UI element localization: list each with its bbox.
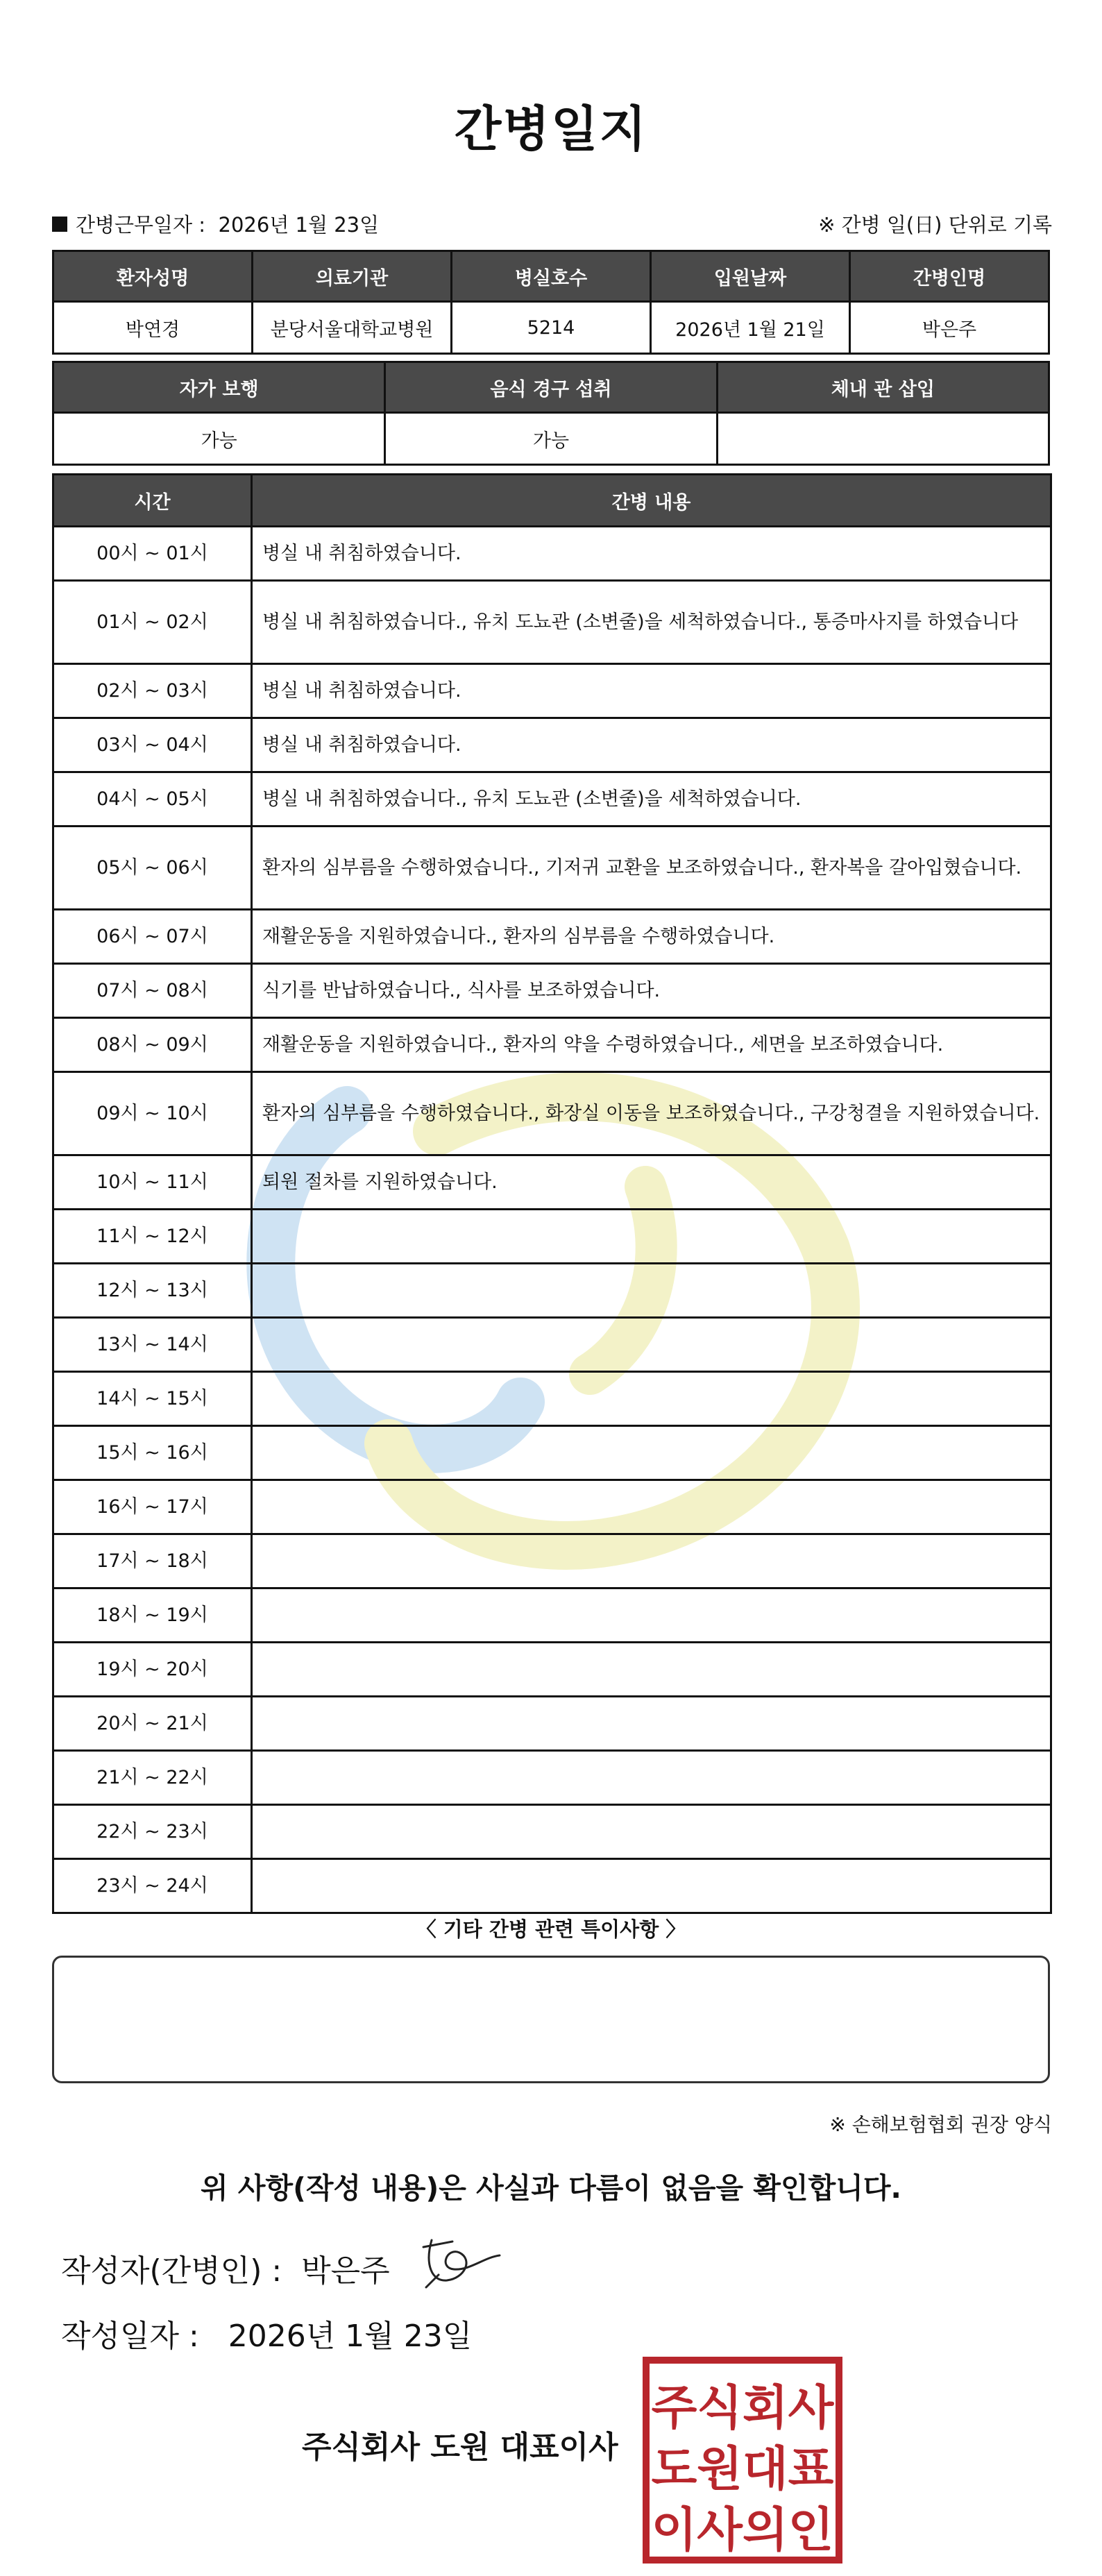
recommend-note: ※ 손해보험협회 권장 양식 — [829, 2113, 1052, 2136]
work-date-label: 간병근무일자 : — [76, 213, 206, 237]
signature-stroke — [423, 2240, 500, 2287]
care-content-header: 간병 내용 — [252, 475, 1051, 527]
patient-name: 박연경 — [53, 302, 253, 354]
writer-label: 작성자(간병인) : — [61, 2253, 282, 2289]
company-name: 주식회사 도원 대표이사 — [302, 2430, 618, 2465]
log-time: 20시 ~ 21시 — [53, 1697, 252, 1751]
log-time: 11시 ~ 12시 — [53, 1210, 252, 1264]
log-time: 00시 ~ 01시 — [53, 527, 252, 581]
hospital-header: 의료기관 — [253, 251, 452, 302]
unit-note: ※ 간병 일(日) 단위로 기록 — [818, 213, 1052, 237]
log-content: 환자의 심부름을 수행하였습니다., 기저귀 교환을 보조하였습니다., 환자복을 갈아입혔습니다. — [252, 827, 1051, 910]
table-row — [53, 1805, 1051, 1859]
table-row — [53, 1318, 1051, 1372]
log-time: 14시 ~ 15시 — [53, 1372, 252, 1426]
time-header: 시간 — [53, 475, 252, 527]
log-content: 병실 내 취침하였습니다., 유치 도뇨관 (소변줄)을 세척하였습니다. — [252, 772, 1051, 827]
table-row — [53, 1155, 1051, 1210]
table-row — [53, 527, 1051, 581]
log-content — [252, 1534, 1051, 1588]
hospital-name: 분당서울대학교병원 — [253, 302, 452, 354]
table-row — [53, 827, 1051, 910]
log-content — [252, 1480, 1051, 1534]
table-row — [53, 1372, 1051, 1426]
patient-status-table — [52, 361, 1050, 466]
log-time: 16시 ~ 17시 — [53, 1480, 252, 1534]
log-time: 22시 ~ 23시 — [53, 1805, 252, 1859]
log-content: 재활운동을 지원하였습니다., 환자의 심부름을 수행하였습니다. — [252, 910, 1051, 964]
seal-line-1: 주식회사 — [651, 2381, 834, 2436]
log-time: 09시 ~ 10시 — [53, 1072, 252, 1155]
log-time: 01시 ~ 02시 — [53, 581, 252, 664]
log-time: 15시 ~ 16시 — [53, 1426, 252, 1480]
log-time: 04시 ~ 05시 — [53, 772, 252, 827]
log-content: 병실 내 취침하였습니다. — [252, 718, 1051, 772]
patient-info-header-row — [53, 251, 1049, 302]
written-date-line — [61, 2311, 472, 2355]
table-row — [53, 664, 1051, 718]
log-time: 02시 ~ 03시 — [53, 664, 252, 718]
log-content — [252, 1426, 1051, 1480]
work-date-value: 2026년 1월 23일 — [218, 213, 380, 237]
log-time: 17시 ~ 18시 — [53, 1534, 252, 1588]
admission-date: 2026년 1월 21일 — [651, 302, 850, 354]
table-row — [53, 1588, 1051, 1643]
table-row — [53, 910, 1051, 964]
log-content — [252, 1372, 1051, 1426]
admission-date-header: 입원날짜 — [651, 251, 850, 302]
log-content — [252, 1805, 1051, 1859]
table-row — [53, 1018, 1051, 1072]
notes-title: 〈 기타 간병 관련 특이사항 〉 — [416, 1917, 686, 1941]
walking-value: 가능 — [53, 413, 385, 465]
status-header-row — [53, 362, 1049, 413]
confirmation-statement: 위 사항(작성 내용)은 사실과 다름이 없음을 확인합니다. — [200, 2171, 902, 2205]
table-row — [53, 1534, 1051, 1588]
written-date-value: 2026년 1월 23일 — [228, 2319, 473, 2354]
table-row — [53, 581, 1051, 664]
care-log-header-row — [53, 475, 1051, 527]
log-content — [252, 1859, 1051, 1913]
oral-intake-header: 음식 경구 섭취 — [385, 362, 717, 413]
log-time: 07시 ~ 08시 — [53, 964, 252, 1018]
seal-line-2: 도원대표 — [651, 2442, 834, 2497]
room-header: 병실호수 — [452, 251, 651, 302]
log-time: 21시 ~ 22시 — [53, 1751, 252, 1805]
status-value-row — [53, 413, 1049, 465]
log-time: 03시 ~ 04시 — [53, 718, 252, 772]
seal-line-3: 이사의인 — [651, 2503, 834, 2558]
log-content: 병실 내 취침하였습니다. — [252, 527, 1051, 581]
caregiver-name: 박은주 — [850, 302, 1049, 354]
table-row — [53, 1859, 1051, 1913]
table-row — [53, 1751, 1051, 1805]
table-row — [53, 772, 1051, 827]
log-content — [252, 1588, 1051, 1643]
room-number: 5214 — [452, 302, 651, 354]
log-content — [252, 1751, 1051, 1805]
log-time: 08시 ~ 09시 — [53, 1018, 252, 1072]
log-time: 23시 ~ 24시 — [53, 1859, 252, 1913]
log-content: 퇴원 절차를 지원하였습니다. — [252, 1155, 1051, 1210]
log-time: 05시 ~ 06시 — [53, 827, 252, 910]
square-bullet-icon — [52, 217, 67, 232]
document-title: 간병일지 — [454, 101, 648, 158]
company-seal — [642, 2356, 843, 2564]
log-time: 18시 ~ 19시 — [53, 1588, 252, 1643]
table-row — [53, 1480, 1051, 1534]
log-time: 13시 ~ 14시 — [53, 1318, 252, 1372]
tube-insertion-header: 체내 관 삽입 — [717, 362, 1049, 413]
log-content — [252, 1697, 1051, 1751]
log-content — [252, 1264, 1051, 1318]
table-row — [53, 718, 1051, 772]
log-content: 재활운동을 지원하였습니다., 환자의 약을 수령하였습니다., 세면을 보조하였습니다. — [252, 1018, 1051, 1072]
table-row — [53, 1697, 1051, 1751]
patient-info-value-row — [53, 302, 1049, 354]
care-log-table — [52, 473, 1052, 1914]
walking-header: 자가 보행 — [53, 362, 385, 413]
patient-name-header: 환자성명 — [53, 251, 253, 302]
caregiver-header: 간병인명 — [850, 251, 1049, 302]
table-row — [53, 1072, 1051, 1155]
log-content: 병실 내 취침하였습니다., 유치 도뇨관 (소변줄)을 세척하였습니다., 통증마사지를 하였습니다 — [252, 581, 1051, 664]
work-date — [52, 210, 379, 238]
table-row — [53, 1210, 1051, 1264]
table-row — [53, 1264, 1051, 1318]
log-time: 12시 ~ 13시 — [53, 1264, 252, 1318]
log-content — [252, 1643, 1051, 1697]
log-content — [252, 1210, 1051, 1264]
writer-name: 박은주 — [301, 2253, 390, 2289]
table-row — [53, 1426, 1051, 1480]
log-time: 10시 ~ 11시 — [53, 1155, 252, 1210]
log-time: 06시 ~ 07시 — [53, 910, 252, 964]
log-content: 환자의 심부름을 수행하였습니다., 화장실 이동을 보조하였습니다., 구강청결을 지원하였습니다. — [252, 1072, 1051, 1155]
patient-info-table — [52, 250, 1050, 355]
log-content: 병실 내 취침하였습니다. — [252, 664, 1051, 718]
oral-intake-value: 가능 — [385, 413, 717, 465]
log-time: 19시 ~ 20시 — [53, 1643, 252, 1697]
tube-insertion-value — [717, 413, 1049, 465]
log-content — [252, 1318, 1051, 1372]
writer-line — [61, 2246, 390, 2290]
written-date-label: 작성일자 : — [61, 2319, 199, 2354]
log-content: 식기를 반납하였습니다., 식사를 보조하였습니다. — [252, 964, 1051, 1018]
table-row — [53, 964, 1051, 1018]
signature-image — [411, 2226, 508, 2296]
notes-box — [52, 1956, 1050, 2083]
table-row — [53, 1643, 1051, 1697]
